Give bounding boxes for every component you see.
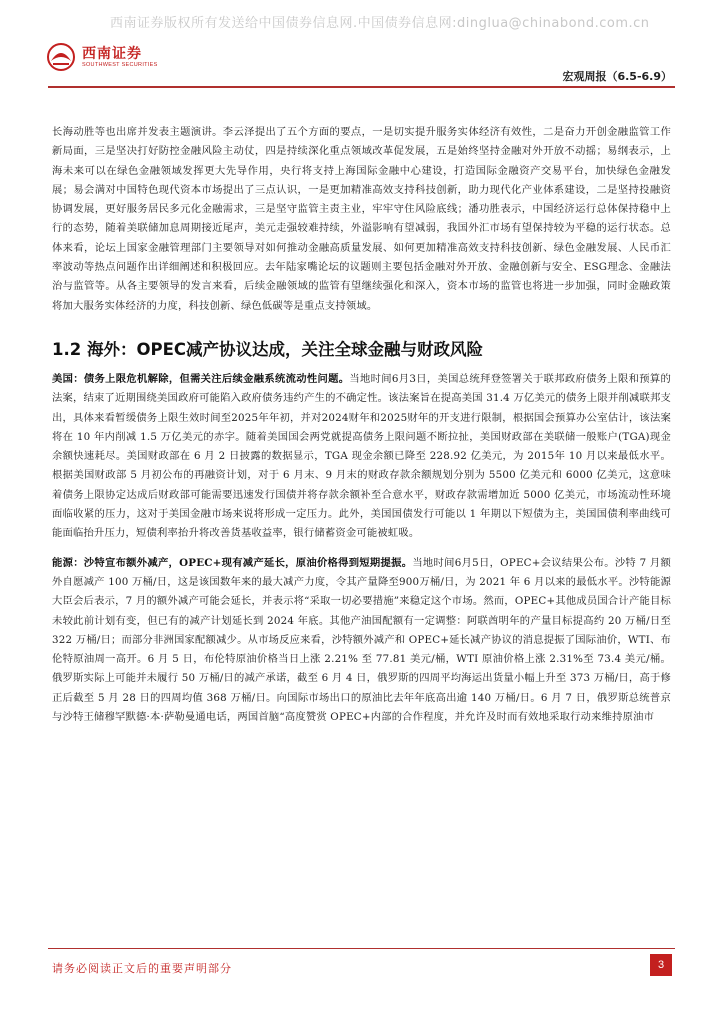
report-tag: 宏观周报（6.5-6.9）: [562, 70, 672, 83]
company-logo: [46, 42, 158, 72]
paragraph-text: 当地时间6月5日，OPEC+会议结果公布。沙特 7 月额外自愿减产 100 万桶/日，这是该国数年来的最大减产力度，令其产量降至900万桶/日，为 2021 年 6 月以来的最低水平。沙特能源大臣会后表示，7 月的额外减产可能会延长，并表示将“采取一切必要措施”来稳定这个市场。然而，OPEC+其他成员国合计产能目标未较此前计划有变，但已有的减产计划延长到 2024 年底。其他产油国配额有一定调整：阿联酋明年的产量目标提高约 20 万桶/日至 322 万桶/日；而部分非洲国家配额减少。从市场反应来看，沙特额外减产和 OPEC+延长减产协议的消息提振了国际油价，WTI、布伦特原油周一高开。6 月 5 日，布伦特原油价格当日上涨 2.21% 至 77.81 美元/桶，WTI 原油价格上涨 2.31%至 73.4 美元/桶。俄罗斯实际上可能并未履行 50 万桶/日的减产承诺，截至 6 月 4 日，俄罗斯的四周平均海运出货量小幅上升至 373 万桶/日，高于修正后截至 5 月 28 日的四周均值 368 万桶/日。向国际市场出口的原油比去年年底高出逾 140 万桶/日。6 月 7 日，俄罗斯总统普京与沙特王储穆罕默德·本·萨勒曼通电话，两国首脑“高度赞赏 OPEC+内部的合作程度，并允许及时而有效地采取行动来维持原油市: [52, 556, 671, 724]
page-number: 3: [650, 954, 672, 976]
footer-divider: [48, 948, 675, 949]
paragraph-energy: [52, 554, 671, 728]
watermark: 西南证券版权所有发送给中国债券信息网.中国债券信息网:dinglua@chinabond.com.cn: [110, 16, 650, 31]
section-title: 1.2 海外：OPEC减产协议达成，关注全球金融与财政风险: [52, 339, 483, 359]
paragraph-lead: 能源：沙特宣布额外减产，OPEC+现有减产延长，原油价格得到短期提振。: [52, 556, 413, 569]
logo-name-en: SOUTHWEST SECURITIES: [82, 61, 158, 68]
header-divider: [48, 86, 675, 88]
paragraph-forum: 长海动胜等也出席并发表主题演讲。李云泽提出了五个方面的要点，一是切实提升服务实体经济有效性，二是奋力开创金融监管工作新局面，三是坚决打好防控金融风险主动仗，四是持续深化重点领域改革促发展，五是始终坚持金融对外开放不动摇；易纲表示，上海未来可以在绿色金融领域发挥更大先导作用，央行将支持上海国际金融中心建设，打造国际金融资产交易平台，加快绿色金融发展；易会满对中国特色现代资本市场提出了三点认识，一是更加精准高效支持科技创新，助力现代化产业体系建设，二是坚持投融资协调发展，更好服务居民多元化金融需求，三是坚守监管主责主业，牢牢守住风险底线；潘功胜表示，中国经济运行总体保持稳中上行的态势，随着美联储加息周期接近尾声，美元走强较难持续，外溢影响有望减弱，我国外汇市场有望保持较为平稳的运行状态。总体来看，论坛上国家金融管理部门主要领导对如何推动金融高质量发展、如何更加精准高效支持科技创新、绿色金融发展、人民币汇率波动等热点问题作出详细阐述和积极回应。去年陆家嘴论坛的议题则主要包括金融对外开放、金融创新与安全、ESG理念、金融法治与监管等。从各主要领导的发言来看，后续金融领域的监管有望继续强化和深入，资本市场的监管也将进一步加强，同时金融政策将加大服务实体经济的力度，科技创新、绿色低碳等是重点支持领域。: [52, 126, 671, 312]
main-content: [52, 123, 671, 727]
disclaimer-note: 请务必阅读正文后的重要声明部分: [52, 962, 232, 975]
paragraph-text: 当地时间6月3日，美国总统拜登签署关于联邦政府债务上限和预算的法案，结束了近期围绕美国政府可能陷入政府债务违约产生的不确定性。该法案旨在提高美国 31.4 万亿美元的债务上限并削减联邦支出，具体来看暂缓债务上限生效时间至2025年年初，并对2024财年和2025财年的开支进行限制，根据国会预算办公室估计，该法案将在 10 年内削减 1.5 万亿美元的赤字。随着美国国会两党就提高债务上限问题不断拉扯，美国财政部在美联储一般账户(TGA)现金余额快速耗尽。美国财政部在 6 月 2 日披露的数据显示，TGA 现金余额已降至 228.92 亿美元，为 2015年 10 月以来最低水平。根据美国财政部 5 月初公布的再融资计划，对于 6 月末、9 月末的财政存款余额规划分别为 5500 亿美元和 6000 亿美元，这意味着债务上限协定达成后财政部可能需要迅速发行国债并将存款余额补至合意水平，财政存款需增加近 5000 亿美元，市场流动性环境面临收紧的压力，这对于美国金融市场来说将形成一定压力。此外，美国国债发行可能以 1 年期以下短债为主，美国国债利率曲线可能面临抬升压力，短债利率抬升将改善货基收益率，银行储蓄资金可能被虹吸。: [52, 372, 671, 540]
logo-name-cn: 西南证券: [82, 45, 142, 62]
paragraph-us-debt: [52, 370, 671, 544]
paragraph-lead: 美国：债务上限危机解除，但需关注后续金融系统流动性问题。: [52, 372, 350, 385]
logo-icon: [46, 42, 76, 72]
